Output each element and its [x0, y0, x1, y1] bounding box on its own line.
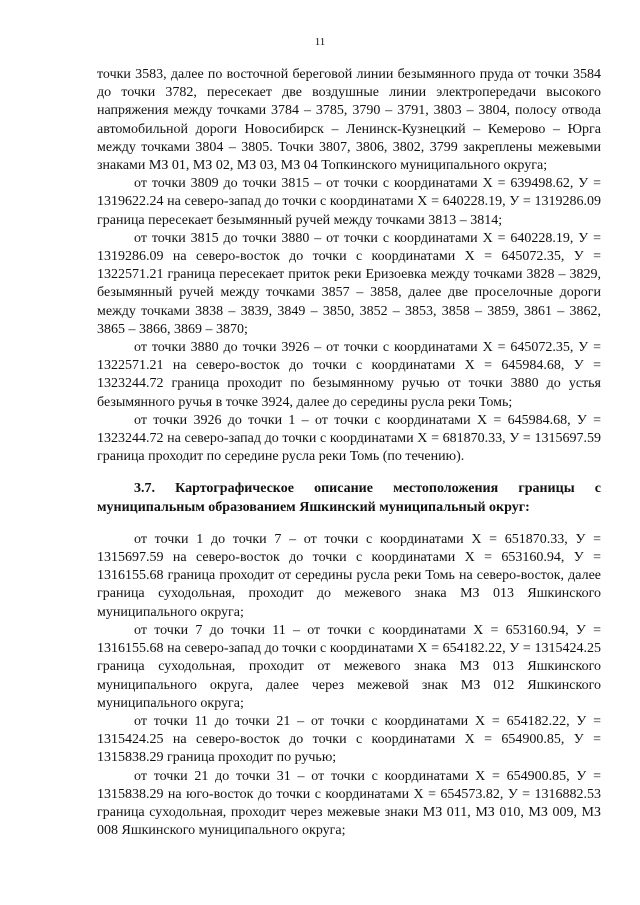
paragraph-segment-21-31: от точки 21 до точки 31 – от точки с координатами Х = 654900.85, У = 1315838.29 на юго-восток до точки с координатами Х = 654573.82, У = 1316882.53 граница суходольная, проходит через межевые знаки МЗ 011, МЗ 010, МЗ 009, МЗ 008 Яшкинского муниципального округа;	[97, 768, 601, 839]
section-heading-3-7: 3.7. Картографическое описание местоположения границы с муниципальным образованием Яшкинский муниципальный округ:	[97, 481, 601, 515]
paragraph-segment-11-21: от точки 11 до точки 21 – от точки с координатами Х = 654182.22, У = 1315424.25 на северо-восток до точки с координатами Х = 654900.85, У = 1315838.29 граница проходит по ручью;	[97, 713, 601, 766]
paragraph-segment-3815-3880: от точки 3815 до точки 3880 – от точки с координатами Х = 640228.19, У = 1319286.09 на северо-восток до точки с координатами Х = 645072.35, У = 1322571.21 граница пересекает приток реки Еризоевка между точками 3828 – 3829, безымянный ручей между точками 3857 – 3858, далее две проселочные дороги между точками 3838 – 3839, 3849 – 3850, 3852 – 3853, 3858 – 3859, 3861 – 3862, 3865 – 3866, 3869 – 3870;	[97, 230, 601, 337]
paragraph-segment-3926-1: от точки 3926 до точки 1 – от точки с координатами Х = 645984.68, У = 1323244.72 на северо-запад до точки с координатами Х = 681870.33, У = 1315697.59 граница проходит по середине русла реки Томь (по течению).	[97, 412, 601, 465]
paragraph-continuation: точки 3583, далее по восточной береговой линии безымянного пруда от точки 3584 до точки 3782, пересекает две воздушные линии электропередачи высокого напряжения между точками 3784 – 3785, 3790 – 3791, 3803 – 3804, полосу отвода автомобильной дороги Новосибирск – Ленинск-Кузнецкий – Кемерово – Юрга между точками 3804 – 3805. Точки 3807, 3806, 3802, 3799 закреплены межевыми знаками МЗ 01, МЗ 02, МЗ 03, МЗ 04 Топкинского муниципального округа;	[97, 67, 601, 174]
document-body	[97, 66, 601, 840]
paragraph-segment-7-11: от точки 7 до точки 11 – от точки с координатами Х = 653160.94, У = 1316155.68 на северо-запад до точки с координатами Х = 654182.22, У = 1315424.25 граница суходольная, проходит от межевого знака МЗ 013 Яшкинского муниципального округа, далее через межевой знак МЗ 012 Яшкинского муниципального округа;	[97, 622, 601, 711]
page-number: 11	[314, 36, 326, 48]
paragraph-segment-3880-3926: от точки 3880 до точки 3926 – от точки с координатами Х = 645072.35, У = 1322571.21 на северо-восток до точки с координатами Х = 645984.68, У = 1323244.72 граница проходит по безымянному ручью от точки 3880 до устья безымянного ручья в точке 3924, далее до середины русла реки Томь;	[97, 340, 601, 410]
paragraph-segment-1-7: от точки 1 до точки 7 – от точки с координатами Х = 651870.33, У = 1315697.59 на северо-восток до точки с координатами Х = 653160.94, У = 1316155.68 граница проходит от середины русла реки Томь на северо-восток, далее граница суходольная, проходит до межевого знака МЗ 013 Яшкинского муниципального округа;	[97, 531, 601, 620]
paragraph-segment-3809-3815: от точки 3809 до точки 3815 – от точки с координатами Х = 639498.62, У = 1319622.24 на северо-запад до точки с координатами Х = 640228.19, У = 1319286.09 граница пересекает безымянный ручей между точками 3813 – 3814;	[97, 176, 601, 228]
